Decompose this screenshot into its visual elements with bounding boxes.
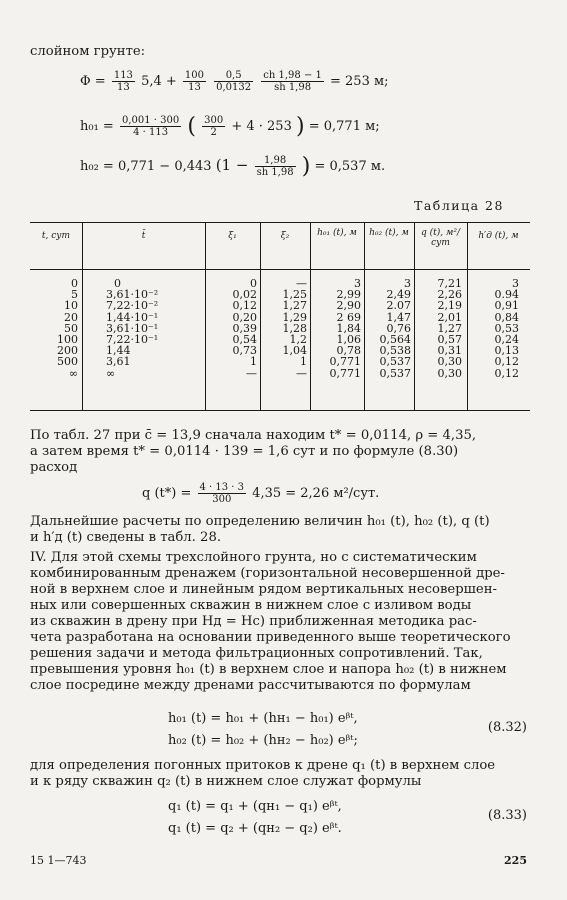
table-cell: 0,771 bbox=[329, 366, 361, 380]
paragraph-4 bbox=[30, 758, 530, 790]
table-cell: ∞ bbox=[68, 366, 78, 380]
table-cell: 3 bbox=[354, 277, 361, 290]
eq-h01-close-paren: ) bbox=[296, 114, 305, 139]
text-line: ной в верхнем слое и линейным рядом вертикальных несовершен- bbox=[30, 582, 497, 597]
equation-h01 bbox=[80, 114, 380, 139]
table-cell: 0,12 bbox=[494, 366, 519, 380]
eq-phi-frac-2: $\frac{100}{13}$ bbox=[184, 70, 204, 93]
table-cell: 50 bbox=[64, 321, 78, 335]
eq-h01-rhs: = 0,771 м; bbox=[308, 119, 380, 134]
eq-h01-lhs: h₀₁ = bbox=[80, 119, 114, 134]
text-line: и к ряду скважин q₂ (t) в нижнем слое служат формулы bbox=[30, 774, 422, 789]
table-cell: 2 69 bbox=[336, 310, 361, 324]
table-cell: 1,04 bbox=[282, 344, 307, 358]
table-cell: 2,90 bbox=[336, 299, 361, 313]
text-line: слое посредине между дренами рассчитываются по формулам bbox=[30, 678, 471, 693]
eq-h02-lhs: h₀₂ = 0,771 − 0,443 bbox=[80, 159, 212, 174]
table-header-cell: t̄ bbox=[141, 231, 146, 241]
table-cell: 7,22·10⁻² bbox=[106, 299, 159, 313]
table-header-cell: h₀₁ (t), м bbox=[317, 228, 357, 238]
eq-h02-open: (1 − bbox=[215, 156, 249, 174]
eq-phi-frac-4: $\frac{ch 1,98 - 1}{sh 1,98}$ bbox=[263, 70, 322, 93]
equation-h02 bbox=[80, 154, 385, 179]
table-cell: 1,27 bbox=[437, 321, 462, 335]
table-bottom-rule bbox=[30, 410, 530, 411]
table-cell: 0 bbox=[114, 277, 121, 290]
table-column-q bbox=[414, 278, 462, 379]
table-header-cell: t, сут bbox=[41, 231, 71, 241]
equation-q bbox=[142, 482, 379, 505]
table-cell: — bbox=[246, 366, 257, 380]
table-cell: 2,19 bbox=[437, 299, 462, 313]
text-line: расход bbox=[30, 460, 78, 475]
table-cell: 2,49 bbox=[386, 288, 411, 302]
text-line: чета разработана на основании приведенного выше теоретического bbox=[30, 630, 511, 645]
table-column-h02 bbox=[364, 278, 411, 379]
equation-number-8-32: (8.32) bbox=[487, 720, 527, 735]
table-cell: 2,26 bbox=[437, 288, 462, 302]
table-cell: 0,24 bbox=[494, 333, 519, 347]
table-header-cell: h₀₂ (t), м bbox=[369, 228, 409, 238]
table-cell: 0,12 bbox=[494, 355, 519, 369]
text-line: для определения погонных притоков к дрене q₁ (t) в верхнем слое bbox=[30, 758, 496, 773]
table-cell: 3 bbox=[404, 277, 411, 290]
table-cell: 0,39 bbox=[232, 321, 257, 335]
table-cell: — bbox=[296, 277, 307, 290]
equation-number-8-33: (8.33) bbox=[487, 808, 527, 823]
signature-mark: 15 1—743 bbox=[30, 854, 87, 867]
table-column-h01 bbox=[310, 278, 361, 379]
text-line: IV. Для этой схемы трехслойного грунта, но с систематическим bbox=[30, 550, 477, 565]
eq-h01-mid: + 4 · 253 bbox=[231, 119, 292, 134]
table-cell: 0,54 bbox=[232, 333, 257, 347]
table-cell: 1,84 bbox=[336, 321, 361, 335]
table-cell: 3 bbox=[512, 277, 519, 290]
table-cell: 0,53 bbox=[494, 321, 519, 335]
eq-q-lhs: q (t*) = bbox=[142, 486, 192, 501]
table-cell: 100 bbox=[57, 333, 78, 347]
table-cell: 0,02 bbox=[232, 288, 257, 302]
table-cell: 1,28 bbox=[282, 321, 307, 335]
table-cell: 0,78 bbox=[336, 344, 361, 358]
table-cell: 2.07 bbox=[386, 299, 411, 313]
table-cell: 0,84 bbox=[494, 310, 519, 324]
table-column-tbar bbox=[106, 278, 196, 379]
table-cell: 2,99 bbox=[336, 288, 361, 302]
table-cell: 1,44 bbox=[106, 344, 131, 358]
table-cell: 0,31 bbox=[437, 344, 462, 358]
eq-833-line-1: q₁ (t) = q₁ + (qн₁ − q₁) eᵝᵗ, bbox=[168, 799, 342, 814]
table-cell: 0,57 bbox=[437, 333, 462, 347]
table-column-xi1 bbox=[205, 278, 257, 379]
eq-h02-frac: $\frac{1,98}{sh 1,98}$ bbox=[256, 155, 294, 178]
eq-q-rhs: 4,35 = 2,26 м²/сут. bbox=[252, 486, 380, 501]
table-cell: 20 bbox=[64, 310, 78, 324]
table-cell: 0 bbox=[71, 277, 78, 290]
table-cell: 0,12 bbox=[232, 299, 257, 313]
text-line: и h′д (t) сведены в табл. 28. bbox=[30, 530, 222, 545]
table-cell: 0,30 bbox=[437, 355, 462, 369]
eq-h02-rhs: = 0,537 м. bbox=[314, 159, 386, 174]
table-cell: 0,13 bbox=[494, 344, 519, 358]
table-cell: 7,21 bbox=[437, 277, 462, 290]
table-cell: 0,20 bbox=[232, 310, 257, 324]
eq-h02-close-paren: ) bbox=[301, 154, 311, 179]
eq-h01-frac-2: $\frac{300}{2}$ bbox=[204, 115, 224, 138]
table-header-rule bbox=[30, 269, 530, 270]
table-header-cell: q (t), м²/сут bbox=[420, 228, 461, 248]
table-caption: Таблица 28 bbox=[414, 198, 504, 213]
table-vline bbox=[82, 222, 83, 410]
table-column-t bbox=[30, 278, 78, 379]
eq-832-line-1: h₀₁ (t) = h₀₁ + (hн₁ − h₀₁) eᵝᵗ, bbox=[168, 711, 358, 726]
eq-phi-lhs: Φ = bbox=[80, 74, 106, 89]
table-column-hd bbox=[467, 278, 519, 379]
table-cell: 1 bbox=[300, 355, 307, 369]
text-line: ных или совершенных скважин в нижнем слое с изливом воды bbox=[30, 598, 472, 613]
table-cell: 1,06 bbox=[336, 333, 361, 347]
table-cell: 3,61·10⁻² bbox=[106, 288, 159, 302]
table-top-rule bbox=[30, 222, 530, 223]
table-cell: 1,47 bbox=[386, 310, 411, 324]
table-cell: 7,22·10⁻¹ bbox=[106, 333, 159, 347]
eq-phi-frac-3: $\frac{0,5}{0,0132}$ bbox=[216, 70, 252, 93]
eq-phi-term: 5,4 + bbox=[141, 74, 177, 89]
table-cell: ∞ bbox=[106, 366, 116, 380]
table-cell: 200 bbox=[57, 344, 78, 358]
table-cell: 0,73 bbox=[232, 344, 257, 358]
equation-phi bbox=[80, 70, 388, 93]
eq-q-frac: $\frac{4 \cdot 13 \cdot 3}{300}$ bbox=[199, 482, 245, 505]
table-cell: 1,2 bbox=[289, 333, 307, 347]
table-cell: 0,76 bbox=[386, 321, 411, 335]
table-cell: 5 bbox=[71, 288, 78, 302]
text-line: а затем время t* = 0,0114 · 139 = 1,6 сут и по формуле (8.30) bbox=[30, 444, 459, 459]
paragraph-2 bbox=[30, 514, 530, 546]
table-header-cell: h′д (t), м bbox=[478, 231, 519, 241]
table-cell: 0,771 bbox=[329, 355, 361, 369]
eq-phi-rhs: = 253 м; bbox=[330, 74, 389, 89]
table-cell: 3,61 bbox=[106, 355, 131, 369]
table-cell: 0,537 bbox=[379, 366, 411, 380]
eq-h01-frac-1: $\frac{0,001 \cdot 300}{4 \cdot 113}$ bbox=[121, 115, 180, 138]
paragraph-3 bbox=[30, 550, 530, 694]
table-cell: 2,01 bbox=[437, 310, 462, 324]
table-cell: 0,564 bbox=[379, 333, 411, 347]
table-cell: 0,538 bbox=[379, 344, 411, 358]
text-line: Дальнейшие расчеты по определению величин h₀₁ (t), h₀₂ (t), q (t) bbox=[30, 514, 490, 529]
paragraph-1 bbox=[30, 428, 530, 476]
table-header-cell: ξ₁ bbox=[228, 231, 237, 241]
table-cell: 1,27 bbox=[282, 299, 307, 313]
page-number: 225 bbox=[504, 854, 527, 867]
table-cell: 0,30 bbox=[437, 366, 462, 380]
intro-text: слойном грунте: bbox=[30, 44, 146, 59]
table-header-cell: ξ₂ bbox=[280, 231, 290, 241]
text-line: решения задачи и метода фильтрационных сопротивлений. Так, bbox=[30, 646, 483, 661]
table-column-xi2 bbox=[260, 278, 307, 379]
eq-h01-open-paren: ( bbox=[187, 114, 196, 139]
text-line: из скважин в дрену при Hд = Hс) приближенная методика рас- bbox=[30, 614, 477, 629]
table-cell: 0 bbox=[250, 277, 257, 290]
text-line: По табл. 27 при c̄ = 13,9 сначала находим t̄* = 0,0114, ρ = 4,35, bbox=[30, 428, 477, 443]
table-cell: 0,91 bbox=[494, 299, 519, 313]
table-cell: 0.94 bbox=[494, 288, 519, 302]
table-cell: 1 bbox=[250, 355, 257, 369]
text-line: комбинированным дренажем (горизонтальной несовершенной дре- bbox=[30, 566, 505, 581]
eq-833-line-2: q₁ (t) = q₂ + (qн₂ − q₂) eᵝᵗ. bbox=[168, 821, 342, 836]
table-cell: 0,537 bbox=[379, 355, 411, 369]
table-cell: 1,44·10⁻¹ bbox=[106, 310, 159, 324]
table-cell: 10 bbox=[64, 299, 78, 313]
table-cell: — bbox=[296, 366, 307, 380]
eq-832-line-2: h₀₂ (t) = h₀₂ + (hн₂ − h₀₂) eᵝᵗ; bbox=[168, 733, 358, 748]
table-cell: 500 bbox=[57, 355, 78, 369]
text-line: превышения уровня h₀₁ (t) в верхнем слое и напора h₀₂ (t) в нижнем bbox=[30, 662, 507, 677]
equation-8-32 bbox=[168, 708, 358, 752]
eq-phi-frac-1: $\frac{113}{13}$ bbox=[113, 70, 133, 93]
table-cell: 3,61·10⁻¹ bbox=[106, 321, 159, 335]
table-cell: 1,29 bbox=[282, 310, 307, 324]
table-cell: 1,25 bbox=[282, 288, 307, 302]
equation-8-33 bbox=[168, 796, 342, 840]
